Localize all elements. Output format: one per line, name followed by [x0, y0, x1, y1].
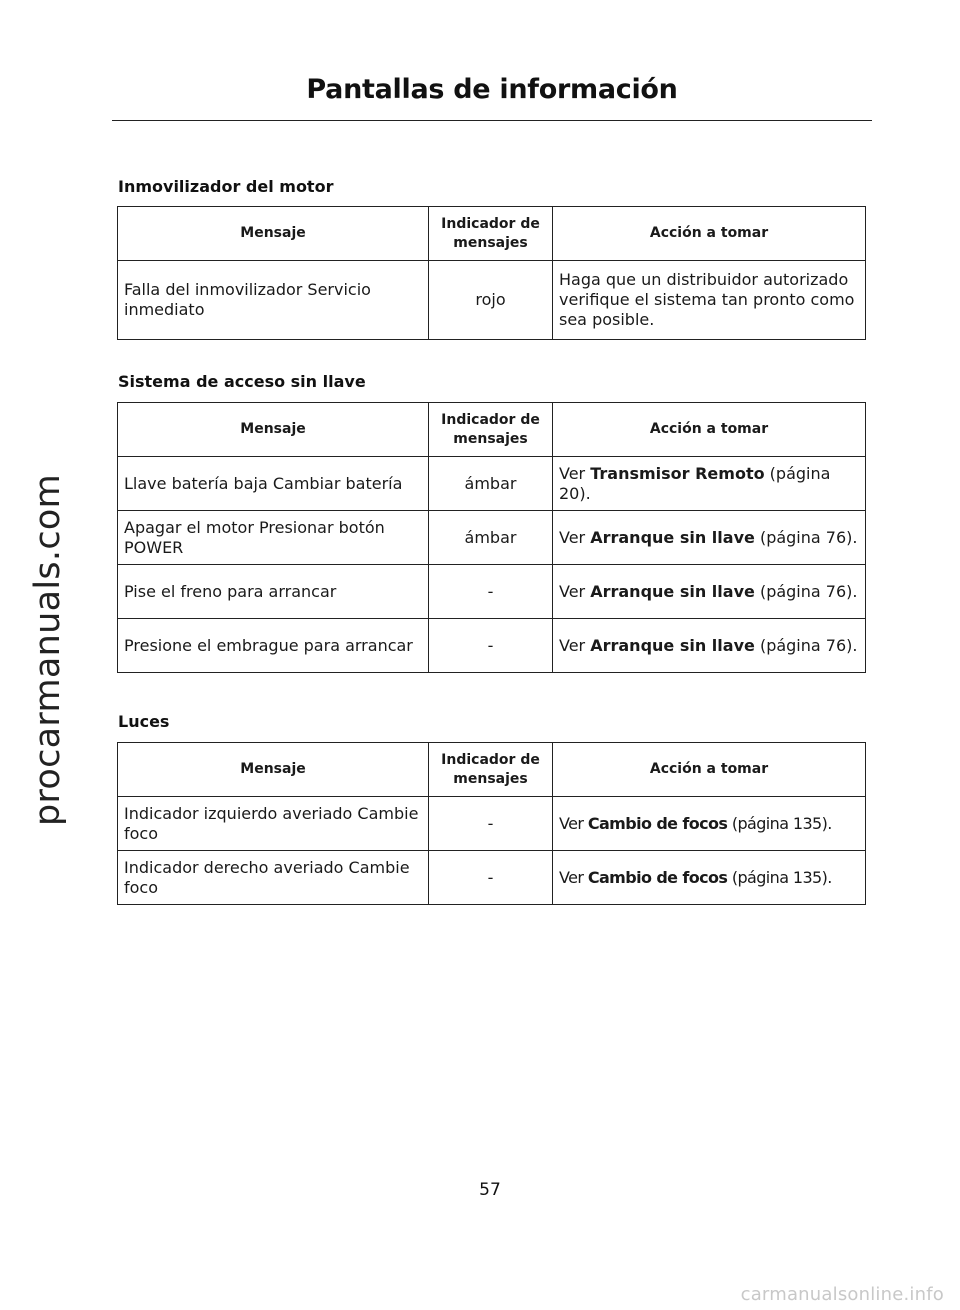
page-number: 57	[479, 1180, 501, 1200]
column-header-mensaje: Mensaje	[118, 403, 429, 457]
cell-accion	[553, 457, 866, 511]
reference-link[interactable]: Arranque sin llave	[590, 581, 755, 601]
cell-mensaje: Falla del inmovilizador Servicio inmediato	[118, 261, 429, 340]
reference-link[interactable]: Cambio de focos	[587, 867, 728, 887]
table-luces	[117, 742, 866, 905]
reference-link[interactable]: Arranque sin llave	[590, 527, 755, 547]
section-heading-acceso-sin-llave: Sistema de acceso sin llave	[118, 372, 366, 391]
accion-prefix: Ver	[559, 867, 588, 887]
reference-link[interactable]: Transmisor Remoto	[590, 463, 765, 483]
accion-page-ref: (página 76).	[754, 527, 858, 547]
cell-mensaje: Presione el embrague para arrancar	[118, 619, 429, 673]
column-header-accion: Acción a tomar	[553, 403, 866, 457]
cell-indicador: -	[429, 851, 553, 905]
table-row	[118, 565, 866, 619]
accion-prefix: Ver	[559, 581, 591, 601]
cell-accion	[553, 261, 866, 340]
side-watermark: procarmanuals.com	[28, 473, 68, 827]
column-header-mensaje: Mensaje	[118, 743, 429, 797]
table-header-row	[118, 207, 866, 261]
accion-page-ref: (página 20).	[559, 463, 831, 503]
table-row	[118, 511, 866, 565]
cell-indicador: -	[429, 565, 553, 619]
table-row	[118, 457, 866, 511]
section-heading-luces: Luces	[118, 712, 170, 731]
section-heading-inmovilizador: Inmovilizador del motor	[118, 177, 334, 196]
table-header-row	[118, 743, 866, 797]
reference-link[interactable]: Arranque sin llave	[590, 635, 755, 655]
cell-accion	[553, 619, 866, 673]
table-row	[118, 261, 866, 340]
column-header-indicador: Indicador de mensajes	[429, 207, 553, 261]
column-header-mensaje: Mensaje	[118, 207, 429, 261]
table-header-row	[118, 403, 866, 457]
accion-prefix: Ver	[559, 527, 591, 547]
accion-page-ref: (página 76).	[754, 635, 858, 655]
table-row	[118, 619, 866, 673]
page-title: Pantallas de información	[306, 74, 678, 105]
footer-watermark: carmanualsonline.info	[740, 1284, 944, 1305]
accion-prefix: Ver	[559, 813, 588, 833]
table-row	[118, 797, 866, 851]
cell-mensaje: Llave batería baja Cambiar batería	[118, 457, 429, 511]
column-header-accion: Acción a tomar	[553, 743, 866, 797]
table-acceso-sin-llave	[117, 402, 866, 673]
cell-accion	[553, 511, 866, 565]
title-divider	[112, 120, 872, 121]
accion-page-ref: (página 135).	[727, 867, 832, 887]
cell-accion	[553, 797, 866, 851]
accion-text: Haga que un distribuidor autorizado verifique el sistema tan pronto como sea posible.	[559, 270, 855, 329]
table-inmovilizador	[117, 206, 866, 340]
reference-link[interactable]: Cambio de focos	[587, 813, 728, 833]
cell-mensaje: Indicador izquierdo averiado Cambie foco	[118, 797, 429, 851]
accion-prefix: Ver	[559, 463, 591, 483]
cell-indicador: ámbar	[429, 511, 553, 565]
cell-indicador: -	[429, 797, 553, 851]
accion-prefix: Ver	[559, 635, 591, 655]
cell-mensaje: Indicador derecho averiado Cambie foco	[118, 851, 429, 905]
cell-mensaje: Pise el freno para arrancar	[118, 565, 429, 619]
cell-indicador: -	[429, 619, 553, 673]
table-row	[118, 851, 866, 905]
cell-accion	[553, 565, 866, 619]
accion-page-ref: (página 135).	[727, 813, 832, 833]
column-header-accion: Acción a tomar	[553, 207, 866, 261]
cell-indicador: ámbar	[429, 457, 553, 511]
column-header-indicador: Indicador de mensajes	[429, 403, 553, 457]
cell-mensaje: Apagar el motor Presionar botón POWER	[118, 511, 429, 565]
cell-indicador: rojo	[429, 261, 553, 340]
column-header-indicador: Indicador de mensajes	[429, 743, 553, 797]
cell-accion	[553, 851, 866, 905]
accion-page-ref: (página 76).	[754, 581, 858, 601]
